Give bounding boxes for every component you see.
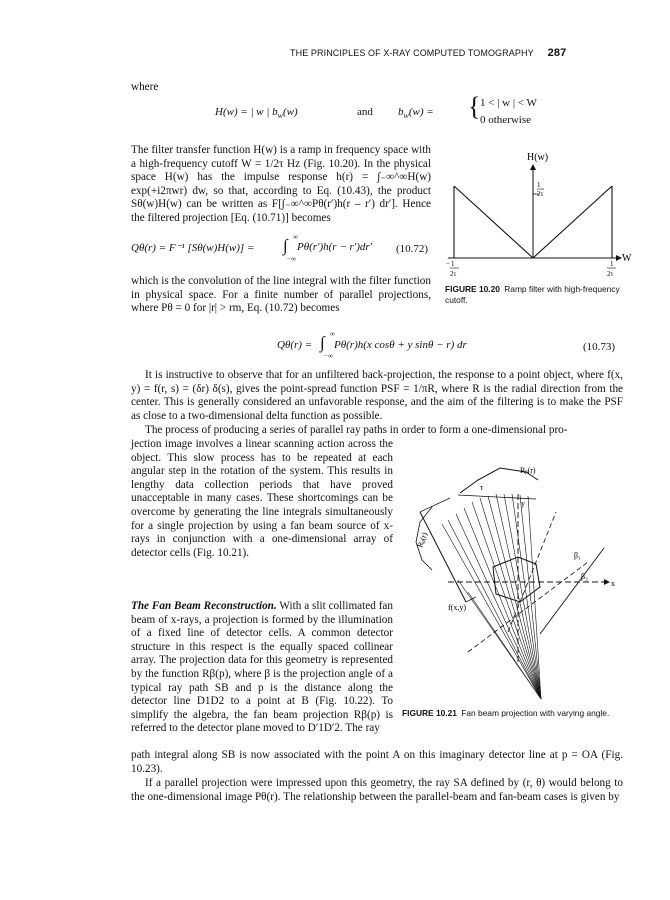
label-r-beta-side: Rᵦ(r) xyxy=(415,530,430,549)
section-title: The Fan Beam Reconstruction. xyxy=(131,600,277,612)
left-cutoff-one: 1 xyxy=(451,260,455,268)
left-ramp-line xyxy=(454,186,533,258)
eq-10-72-lower: −∞ xyxy=(287,255,296,263)
eq-case-2: 0 otherwise xyxy=(480,114,532,126)
figure-10-21 xyxy=(408,452,626,708)
eq-10-73-integral: ∫ xyxy=(320,333,325,352)
running-title: THE PRINCIPLES OF X-RAY COMPUTED TOMOGRAPHY xyxy=(290,48,534,58)
eq-bw-definition: $b_w(w)$ = xyxy=(398,106,434,121)
paragraph-fan-beam: The Fan Beam Reconstruction. With a slit collimated fan beam of x-rays, a projection is formed by the illumination of a fixed line of detector cells. A common detector structure in this respect is the equally spaced collinear array. The projection data for this geometry is represented by the function Rβ(p), where β is the projection angle of a typical ray path SB and p is the distance along the detector line D1D2 to a point at B (Fig. 10.22). To simplify the algebra, the fan beam projection Rβ(p) is referred to the detector plane moved to D′1D′2. The ray xyxy=(131,600,393,735)
eq-10-73-lhs: Qθ(r) = xyxy=(277,339,313,351)
label-beta-1: β₁ xyxy=(574,551,581,560)
eq-and: and xyxy=(357,106,373,118)
tick-label-one: 1 xyxy=(537,181,541,189)
paragraph-psf: It is instructive to observe that for an unfiltered back-projection, the response to a point object, where f(x, y) = f(r, s) = (δr) δ(s), gives the point-spread function PSF = 1/πR, where R is the radial direction from the center. This is generally considered an unfavorable response, and the aim of the filtering is to make the PSF as close to a two-dimensional delta function as possible. xyxy=(131,369,623,422)
paragraph-filter-transfer: The filter transfer function H(w) is a ramp in frequency space with a high-frequency cutoff W = 1/2τ Hz (Fig. 10.20). In the physical space H(w) has the impulse response h(r) = ∫₋∞^∞H(w) exp(+i2πwr) dw, so that, according to Eq. (10.43), the product Sθ(w)H(w) can be written as F[∫₋∞^∞Pθ(r′)h(r – r′) dr′]. Hence the filtered projection [Eq. (10.71)] becomes xyxy=(131,144,431,224)
intro-word: where xyxy=(131,81,159,93)
y-axis-arrow xyxy=(530,164,536,170)
y-axis-label: H(w) xyxy=(527,152,549,163)
eq-10-72-number: (10.72) xyxy=(396,243,429,255)
eq-case-1: 1 < | w | < W xyxy=(480,97,537,109)
fan-beam-diagram xyxy=(408,452,626,708)
figure-10-21-caption: FIGURE 10.21 Fan beam projection with varying angle. xyxy=(402,708,610,718)
eq-10-72-lhs: Qθ(r) = F⁻¹ [Sθ(w)H(w)] = xyxy=(131,242,255,254)
eq-10-72-rhs: Pθ(r′)h(r − r′)dr′ xyxy=(297,241,373,253)
right-ramp-line xyxy=(533,186,612,258)
figure-10-20-caption: FIGURE 10.20 Ramp filter with high-frequency cutoff. xyxy=(445,284,620,305)
label-beta-2: β₂ xyxy=(581,572,588,581)
paragraph-convolution: which is the convolution of the line integral with the filter function in physical space. For a finite number of parallel projections, where Pθ = 0 for |r| > rm, Eq. (10.72) becomes xyxy=(131,275,431,315)
paragraph-relationship: If a parallel projection were impressed upon this geometry, the ray SA defined by (r, θ) would belong to the one-dimensional image Pθ(r). The relationship between the parallel-beam and fan-beam cases is given by xyxy=(131,777,623,803)
left-cutoff-minus: − xyxy=(446,260,450,268)
paragraph-scanning: jection image involves a linear scanning action across the object. This slow process has to be repeated at each angular step in the rotation of the system. This results in lengthy data collection periods that have proved unacceptable in many cases. These shortcomings can be overcome by generating the line integrals simultaneously for a single projection by using a fan beam source of x-rays in conjunction with a one-dimensional array of detector cells (Fig. 10.21). xyxy=(131,438,393,559)
ramp-filter-graph xyxy=(440,150,635,280)
eq-10-72-upper: ∞ xyxy=(293,233,298,241)
figure-10-20 xyxy=(440,150,635,280)
eq-h-definition: H(w) = | w | $b_w(w)$ xyxy=(215,106,298,121)
eq-10-72-integral: ∫ xyxy=(283,236,288,255)
right-cutoff-one: 1 xyxy=(610,260,614,268)
eq-brace: { xyxy=(468,92,481,121)
source-line xyxy=(540,548,604,634)
paragraph-fan-beam-cont: path integral along SB is now associated with the point A on this imaginary detector line at p = OA (Fig. 10.23). xyxy=(131,749,623,775)
eq-10-73-rhs: Pθ(r)h(x cosθ + y sinθ − r) dr xyxy=(334,339,467,351)
x-axis-label: W xyxy=(622,253,632,264)
paragraph-scanning-lead: The process of producing a series of parallel ray paths in order to form a one-dimensional pro- xyxy=(145,424,568,436)
left-cutoff-two-tau: 2τ xyxy=(450,270,457,278)
label-r-beta-top: Rᵦ(r) xyxy=(520,466,536,475)
right-cutoff-two-tau: 2τ xyxy=(607,270,614,278)
tick-label-two-tau: 2τ xyxy=(537,190,544,198)
label-y: y xyxy=(521,499,525,508)
eq-10-73-lower: −∞ xyxy=(324,352,333,360)
page-number: 287 xyxy=(547,47,567,59)
label-x: x xyxy=(611,579,615,588)
label-tau: τ xyxy=(480,483,484,492)
fan-rays xyxy=(442,494,541,699)
label-fxy: f(x,y) xyxy=(448,603,466,612)
running-header xyxy=(290,47,640,59)
eq-10-73-upper: ∞ xyxy=(330,330,335,338)
eq-10-73-number: (10.73) xyxy=(583,341,616,353)
